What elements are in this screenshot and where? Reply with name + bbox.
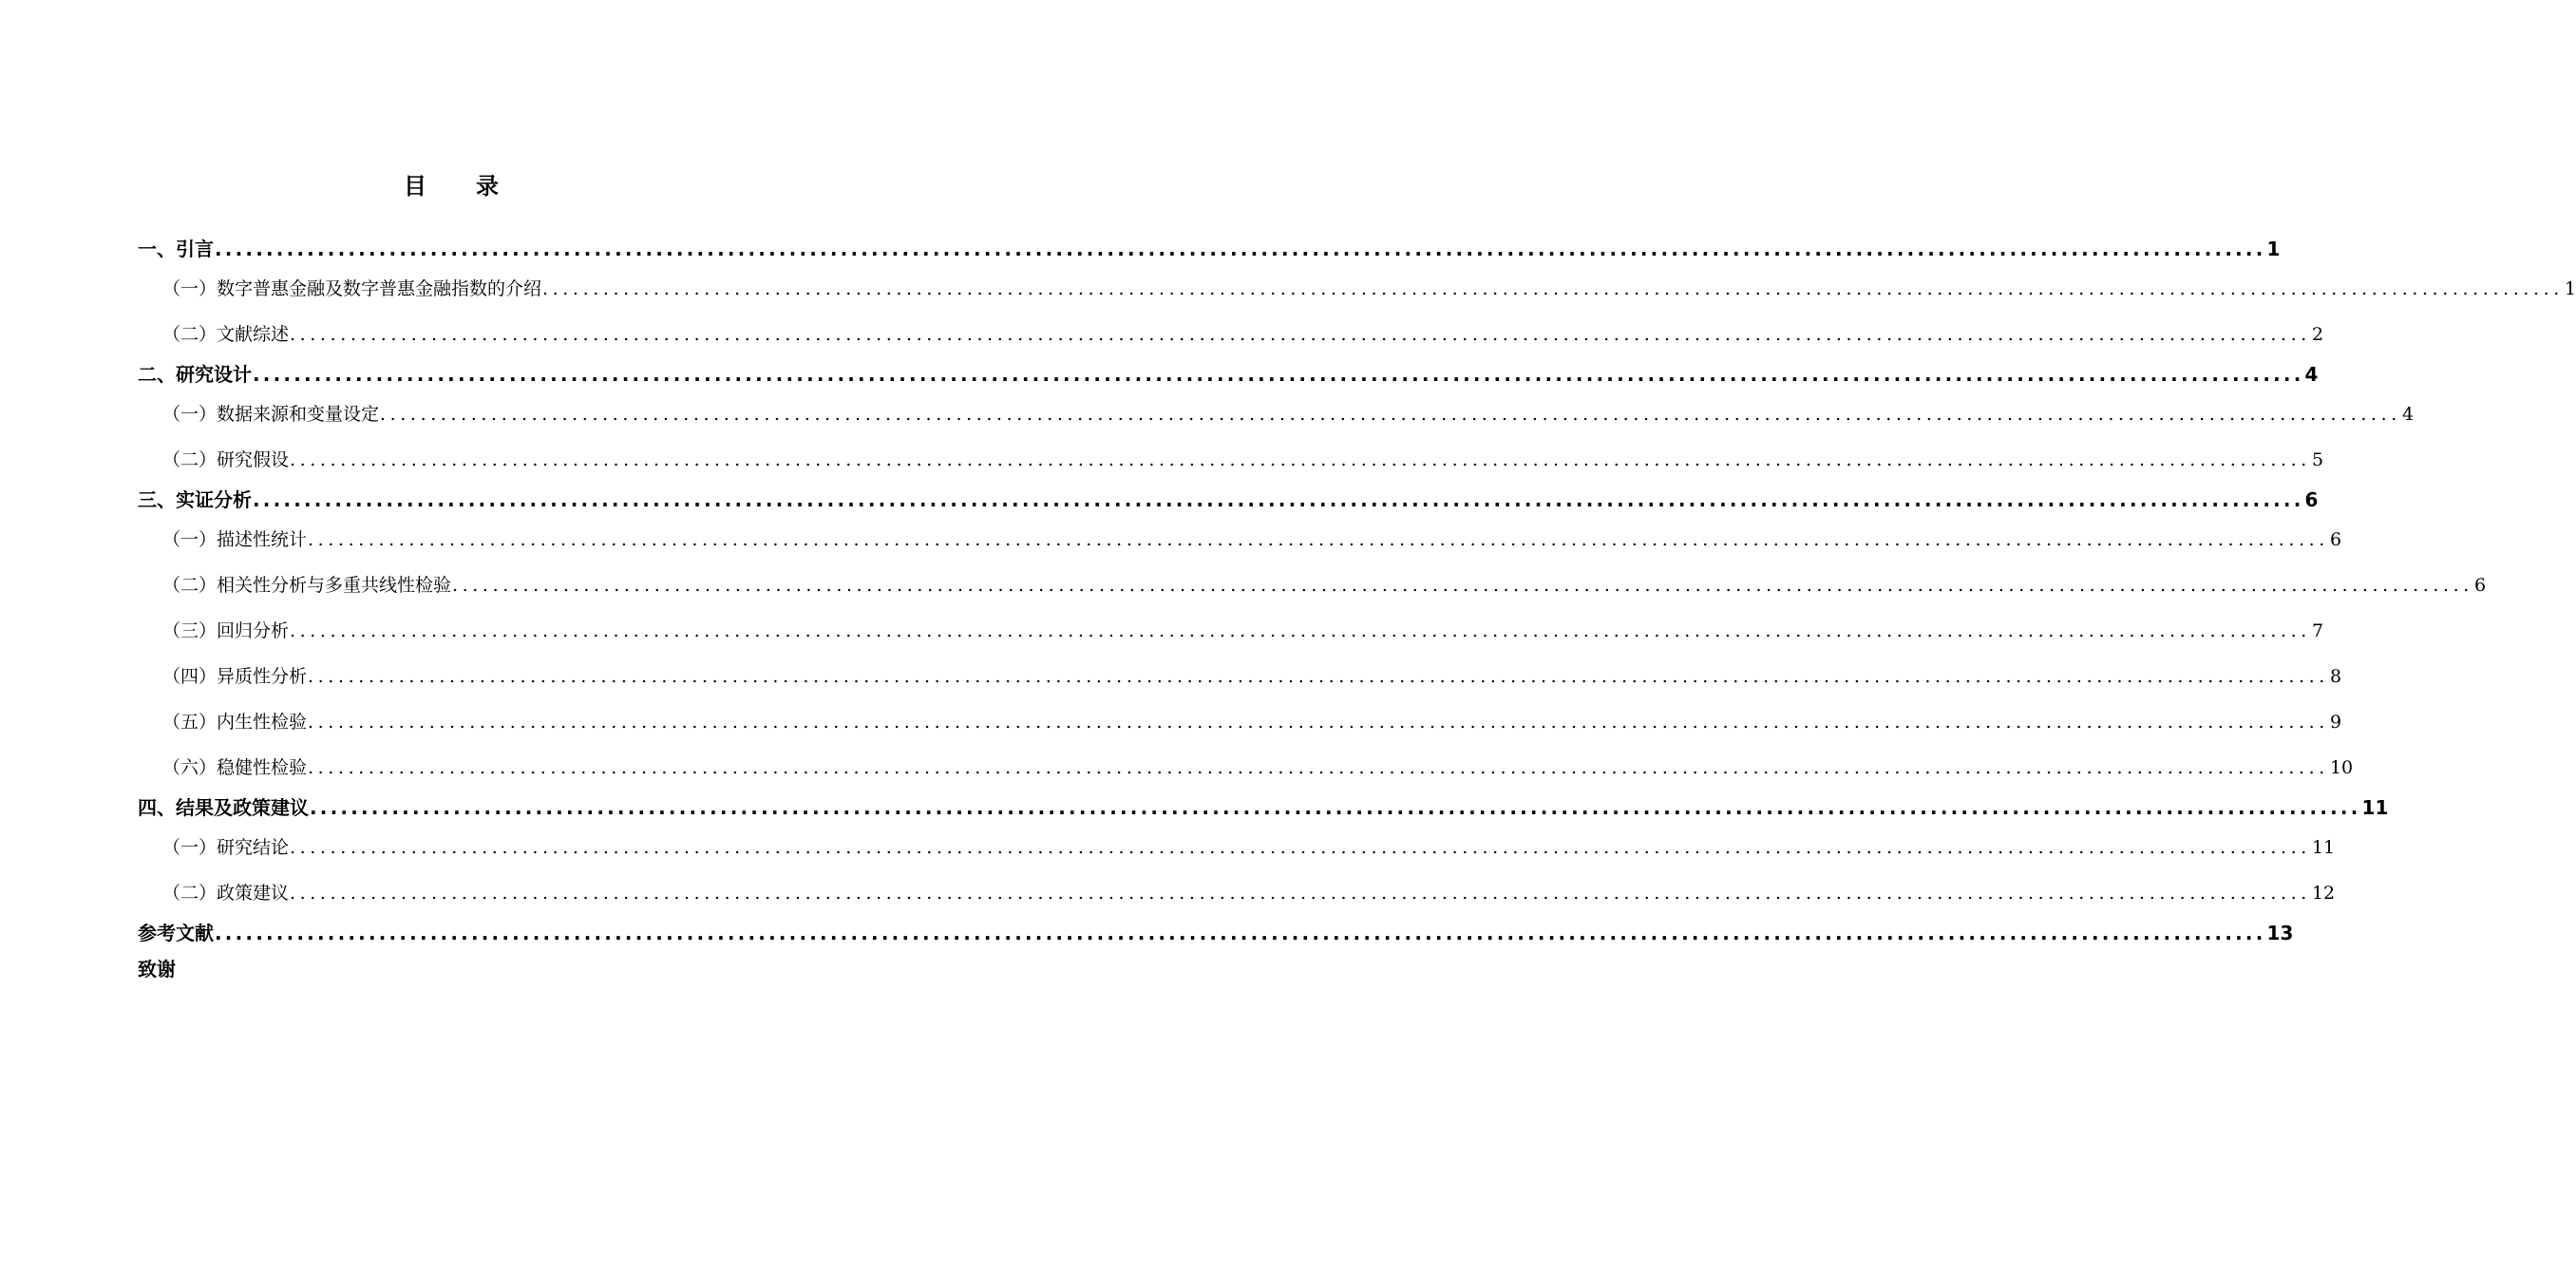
toc-leader-dots: ........................................................................................................................................................................................................ bbox=[290, 324, 2311, 345]
toc-leader-dots: ........................................................................................................................................................................................................ bbox=[452, 575, 2473, 596]
toc-entry-section-1-2[interactable] bbox=[138, 312, 2324, 357]
toc-entry-label: （二）研究假设 bbox=[162, 449, 290, 470]
toc-leader-dots: ........................................................................................................................................................................................................ bbox=[253, 488, 2304, 511]
toc-entry-section-1-1[interactable] bbox=[138, 266, 2576, 312]
toc-page-number: 6 bbox=[2473, 575, 2487, 596]
toc-leader-dots: ........................................................................................................................................................................................................ bbox=[380, 404, 2401, 425]
toc-leader-dots: ........................................................................................................................................................................................................ bbox=[308, 757, 2329, 778]
toc-entry-label: 参考文献 bbox=[138, 922, 214, 944]
toc-leader-dots: ........................................................................................................................................................................................................ bbox=[290, 883, 2311, 904]
toc-entry-label: （六）稳健性检验 bbox=[162, 757, 308, 778]
toc-entry-chapter-1[interactable] bbox=[138, 232, 2281, 266]
toc-entry-label: 一、引言 bbox=[138, 238, 214, 260]
toc-page-number: 13 bbox=[2266, 922, 2294, 944]
toc-leader-dots: ........................................................................................................................................................................................................ bbox=[308, 666, 2329, 687]
toc-entry-label: （二）相关性分析与多重共线性检验 bbox=[162, 575, 452, 596]
toc-entry-label: （四）异质性分析 bbox=[162, 666, 308, 687]
toc-entry-section-2-1[interactable] bbox=[138, 391, 2415, 437]
toc-page-number: 9 bbox=[2329, 712, 2342, 733]
toc-leader-dots: ........................................................................................................................................................................................................ bbox=[215, 922, 2266, 944]
toc-entry-chapter-3[interactable] bbox=[138, 483, 2319, 517]
toc-title bbox=[0, 169, 902, 203]
toc-page-number: 4 bbox=[2401, 404, 2415, 425]
toc-entry-section-4-2[interactable] bbox=[138, 870, 2336, 916]
toc-entry-label: （五）内生性检验 bbox=[162, 712, 308, 733]
toc-entry-section-4-1[interactable] bbox=[138, 825, 2336, 870]
toc-entry-section-2-2[interactable] bbox=[138, 437, 2324, 483]
toc-page-number: 2 bbox=[2311, 324, 2324, 345]
toc-entry-label: （三）回归分析 bbox=[162, 620, 290, 641]
toc-leader-dots: ........................................................................................................................................................................................................ bbox=[308, 712, 2329, 733]
toc-entry-label: 三、实证分析 bbox=[138, 488, 252, 511]
toc-leader-dots: ........................................................................................................................................................................................................ bbox=[308, 529, 2329, 550]
toc-entry-label: （一）描述性统计 bbox=[162, 529, 308, 550]
toc-leader-dots: ........................................................................................................................................................................................................ bbox=[215, 238, 2266, 260]
toc-page-number: 1 bbox=[2266, 238, 2281, 260]
toc-entry-chapter-2[interactable] bbox=[138, 357, 2319, 391]
toc-page-number: 5 bbox=[2311, 449, 2324, 470]
toc-page-number: 4 bbox=[2304, 363, 2319, 386]
toc-entry-label: （一）研究结论 bbox=[162, 837, 290, 858]
toc-leader-dots: ........................................................................................................................................................................................................ bbox=[253, 363, 2304, 386]
toc-page-number: 11 bbox=[2311, 837, 2336, 858]
toc-leader-dots: ........................................................................................................................................................................................................ bbox=[310, 796, 2361, 819]
toc-entry-acknowledgements[interactable] bbox=[138, 950, 795, 988]
toc-list bbox=[138, 232, 2576, 988]
toc-leader-dots: ........................................................................................................................................................................................................ bbox=[290, 620, 2311, 641]
toc-page-number: 10 bbox=[2329, 757, 2354, 778]
toc-page-number: 8 bbox=[2329, 666, 2342, 687]
toc-entry-label: （二）政策建议 bbox=[162, 883, 290, 904]
toc-page-number: 6 bbox=[2329, 529, 2342, 550]
toc-entry-section-3-2[interactable] bbox=[138, 562, 2487, 608]
toc-leader-dots: ........................................................................................................................................................................................................ bbox=[290, 837, 2311, 858]
toc-entry-label: 致谢 bbox=[138, 958, 176, 981]
toc-page-number: 1 bbox=[2564, 278, 2576, 299]
toc-entry-section-3-5[interactable] bbox=[138, 699, 2342, 745]
toc-page-number: 11 bbox=[2361, 796, 2389, 819]
toc-title-right: 录 bbox=[476, 173, 499, 200]
toc-leader-dots: ........................................................................................................................................................................................................ bbox=[290, 449, 2311, 470]
toc-entry-section-3-6[interactable] bbox=[138, 745, 2354, 791]
toc-title-left: 目 bbox=[404, 173, 426, 200]
toc-entry-chapter-4[interactable] bbox=[138, 791, 2389, 825]
toc-page-number: 12 bbox=[2311, 883, 2336, 904]
toc-entry-label: （一）数字普惠金融及数字普惠金融指数的介绍 bbox=[162, 278, 542, 299]
toc-entry-section-3-1[interactable] bbox=[138, 517, 2342, 562]
toc-page-number: 7 bbox=[2311, 620, 2324, 641]
toc-entry-label: 四、结果及政策建议 bbox=[138, 796, 309, 819]
toc-leader-dots: ........................................................................................................................................................................................................ bbox=[542, 278, 2564, 299]
toc-page-number: 6 bbox=[2304, 488, 2319, 511]
toc-entry-label: 二、研究设计 bbox=[138, 363, 252, 386]
toc-entry-section-3-3[interactable] bbox=[138, 608, 2324, 654]
toc-entry-references[interactable] bbox=[138, 916, 2294, 950]
toc-entry-label: （一）数据来源和变量设定 bbox=[162, 404, 380, 425]
toc-entry-label: （二）文献综述 bbox=[162, 324, 290, 345]
toc-entry-section-3-4[interactable] bbox=[138, 654, 2342, 699]
